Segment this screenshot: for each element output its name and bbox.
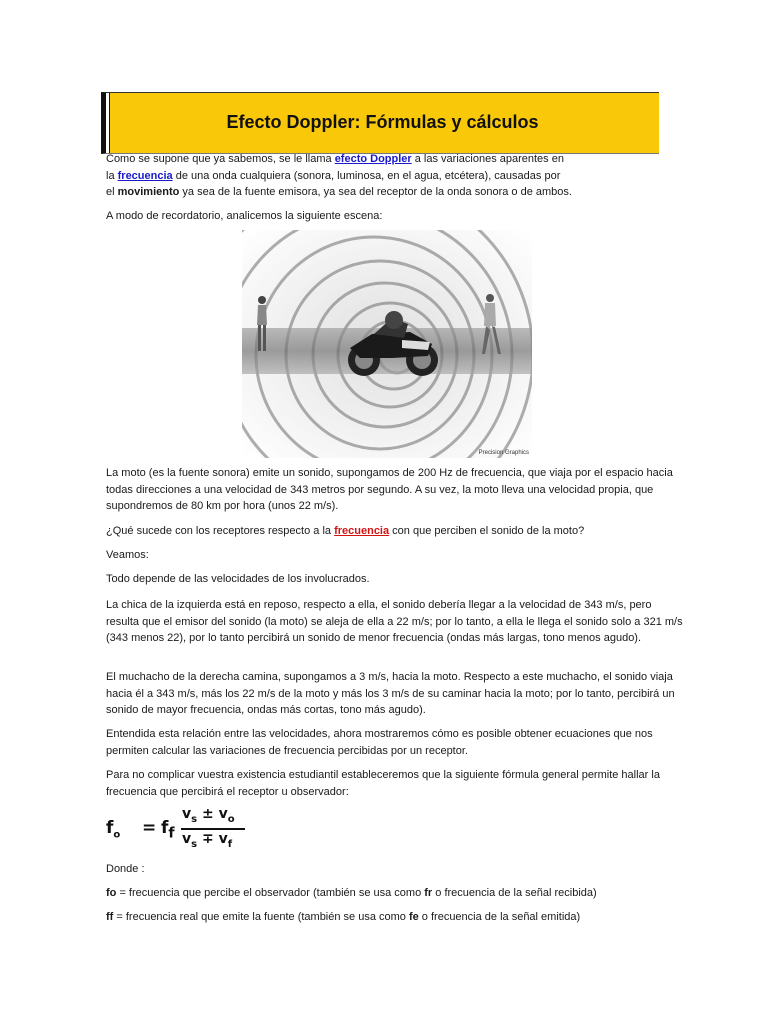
- paragraph-moto: La moto (es la fuente sonora) emite un sonido, supongamos de 200 Hz de frecuencia, que viaja por el espacio hacia todas direcciones a una velocidad de 343 metros por segundo. A su vez, la moto lleva una velocidad propia, que supondremos de 80 km por hora (unos 22 m/s).: [106, 467, 673, 512]
- link-frecuencia-red[interactable]: frecuencia: [334, 525, 390, 537]
- donde-text: Donde :: [106, 863, 145, 875]
- term-fo: fo: [106, 887, 117, 899]
- term-fr: fr: [424, 887, 433, 899]
- title-banner: [101, 92, 659, 154]
- todo-depende-text: Todo depende de las velocidades de los involucrados.: [106, 573, 370, 585]
- link-efecto-doppler[interactable]: efecto Doppler: [334, 153, 412, 165]
- paragraph-entendida: Entendida esta relación entre las velocidades, ahora mostraremos cómo es posible obtener ecuaciones que nos permiten calcular las variaciones de frecuencia percibidas por un receptor.: [106, 728, 653, 757]
- figure-credit: Precision Graphics: [478, 450, 529, 456]
- intro-text-1: Como se supone que ya sabemos, se le llama: [106, 153, 335, 165]
- bold-movimiento: movimiento: [117, 186, 180, 198]
- definition-fo: [106, 885, 686, 902]
- question-text-2: con que perciben el sonido de la moto?: [389, 525, 585, 537]
- doppler-formula: [106, 806, 246, 854]
- formula-equals: =: [142, 818, 157, 838]
- formula-denominator: $v_s \mp v_f$: [182, 831, 233, 850]
- def-ff-text-1: = frecuencia real que emite la fuente (también se usa como: [113, 911, 409, 923]
- term-ff: ff: [106, 911, 114, 923]
- paragraph-chica: La chica de la izquierda está en reposo, respecto a ella, el sonido debería llegar a la velocidad de 343 m/s, pero resulta que el emisor del sonido (la moto) se aleja de ella a 22 m/s; por lo tanto, a ella le llega el sonido solo a 321 m/s (343 menos 22), por lo tanto percibirá un sonido de menor frecuencia (ondas más largas, tono menos agudo).: [106, 599, 683, 644]
- definition-ff: [106, 909, 686, 926]
- intro-text-2: a las variaciones aparentes en: [411, 153, 564, 165]
- question-text-1: ¿Qué sucede con los receptores respecto a la: [106, 525, 335, 537]
- formula-fraction-bar: [181, 828, 245, 830]
- question-paragraph: [106, 523, 686, 540]
- intro-paragraph: [106, 151, 666, 201]
- doppler-scene-svg: [242, 230, 532, 458]
- def-fo-text-1: = frecuencia que percibe el observador (también se usa como: [116, 887, 425, 899]
- paragraph-formula-intro: Para no complicar vuestra existencia estudiantil estableceremos que la siguiente fórmula general permite hallar la frecuencia que percibirá el receptor u observador:: [106, 769, 660, 798]
- link-frecuencia[interactable]: frecuencia: [117, 169, 173, 182]
- recordatorio-text: A modo de recordatorio, analicemos la siguiente escena:: [106, 210, 383, 222]
- formula-ff: $f_f$: [161, 818, 175, 842]
- term-fe: fe: [408, 911, 419, 923]
- intro-text-4: de una onda cualquiera (sonora, luminosa, en el agua, etcétera), causadas por: [172, 169, 561, 182]
- formula-lhs: $f_o$: [106, 818, 121, 841]
- def-fo-text-2: o frecuencia de la señal recibida): [432, 887, 597, 899]
- formula-numerator: $v_s \pm v_o$: [182, 806, 235, 825]
- paragraph-muchacho: El muchacho de la derecha camina, supongamos a 3 m/s, hacia la moto. Respecto a este muchacho, el sonido viaja hacia él a 343 m/s, más los 22 m/s de la moto y más los 3 m/s de su caminar hacia la moto; por lo tanto, percibirá un sonido de mayor frecuencia, ondas más cortas, tono más agudo).: [106, 671, 675, 716]
- intro-text-3: la: [106, 169, 118, 182]
- def-ff-text-2: o frecuencia de la señal emitida): [418, 911, 581, 923]
- veamos-text: Veamos:: [106, 549, 149, 561]
- doppler-motorcycle-illustration: [242, 230, 532, 458]
- intro-text-5: el: [106, 186, 118, 198]
- page-title: Efecto Doppler: Fórmulas y cálculos: [226, 112, 539, 132]
- intro-text-6: ya sea de la fuente emisora, ya sea del receptor de la onda sonora o de ambos.: [179, 186, 572, 198]
